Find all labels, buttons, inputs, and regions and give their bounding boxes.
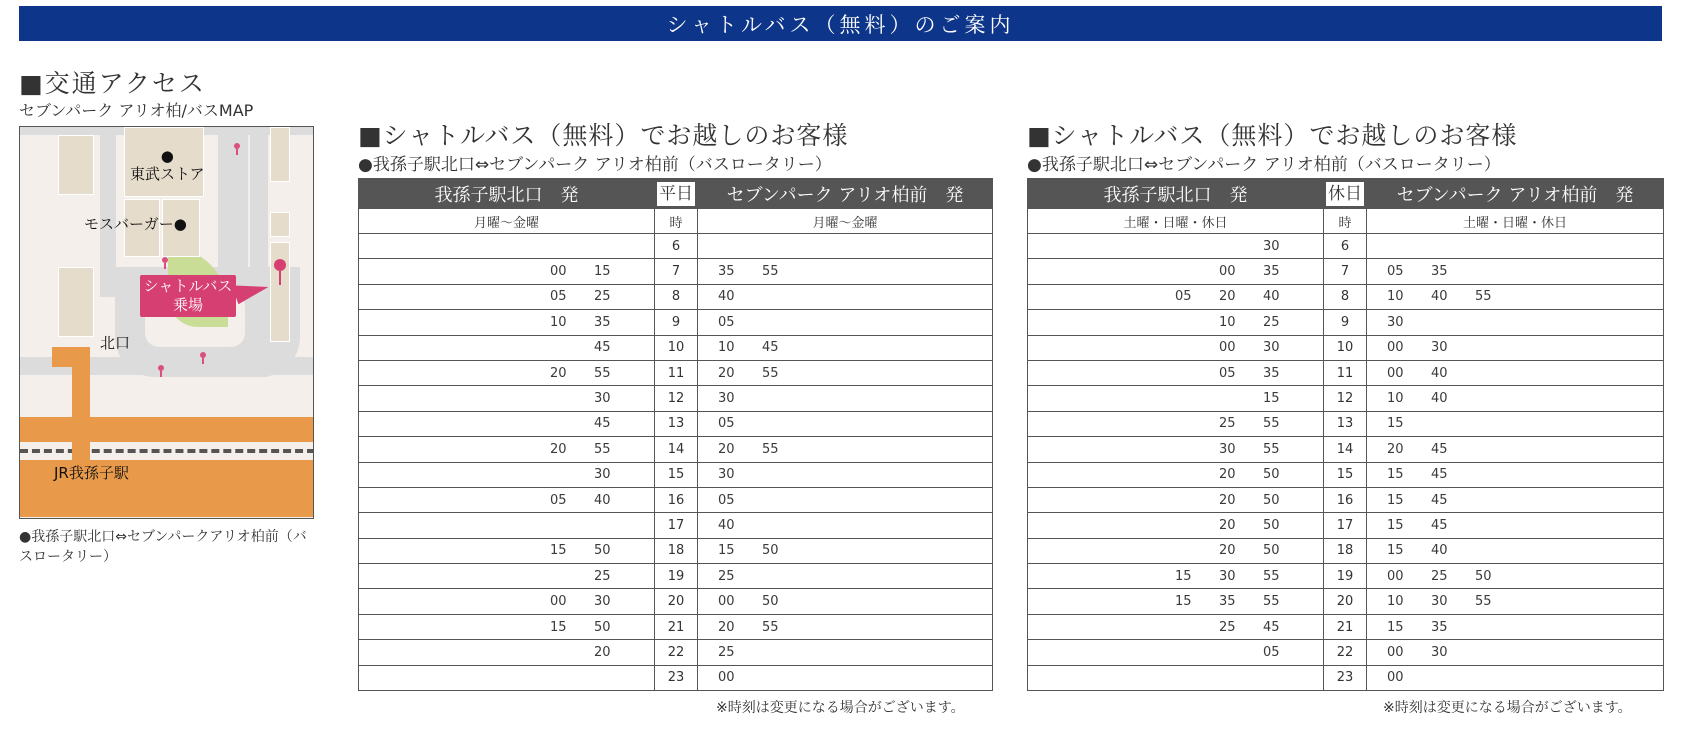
minute-value: 50 bbox=[762, 543, 779, 559]
hour-cell: 14 bbox=[655, 437, 698, 462]
minute-value: 30 bbox=[1219, 568, 1236, 584]
hour-cell: 11 bbox=[1324, 360, 1367, 385]
departure-minutes-from-ario bbox=[698, 614, 993, 639]
departure-minutes-from-ario bbox=[1367, 284, 1664, 309]
minute-value: 40 bbox=[1431, 289, 1448, 305]
timetable-row bbox=[359, 564, 993, 589]
minute-value: 55 bbox=[762, 365, 779, 381]
departure-minutes-from-station bbox=[1028, 487, 1324, 512]
minute-value: 35 bbox=[594, 314, 611, 330]
hour-cell: 8 bbox=[655, 284, 698, 309]
hour-cell: 18 bbox=[655, 538, 698, 563]
departure-minutes-from-ario bbox=[698, 564, 993, 589]
minute-value: 20 bbox=[1387, 441, 1404, 457]
departure-minutes-from-station bbox=[359, 640, 655, 665]
holiday-left-subheader: 土曜・日曜・休日 bbox=[1028, 209, 1324, 234]
hour-cell: 10 bbox=[655, 335, 698, 360]
minute-value: 50 bbox=[594, 543, 611, 559]
departure-minutes-from-station bbox=[1028, 614, 1324, 639]
minute-value: 20 bbox=[718, 441, 735, 457]
minute-value: 15 bbox=[1387, 619, 1404, 635]
minute-value: 30 bbox=[594, 391, 611, 407]
departure-minutes-from-station bbox=[1028, 310, 1324, 335]
map-label-jr-station: JR我孫子駅 bbox=[54, 464, 129, 482]
minute-value: 55 bbox=[762, 441, 779, 457]
departure-minutes-from-ario bbox=[698, 437, 993, 462]
departure-minutes-from-ario bbox=[698, 360, 993, 385]
holiday-right-subheader: 土曜・日曜・休日 bbox=[1367, 209, 1664, 234]
minute-value: 30 bbox=[1263, 238, 1280, 254]
hour-cell: 7 bbox=[655, 259, 698, 284]
minute-value: 55 bbox=[594, 441, 611, 457]
minute-value: 00 bbox=[1387, 644, 1404, 660]
departure-minutes-from-ario bbox=[698, 589, 993, 614]
minute-value: 15 bbox=[550, 619, 567, 635]
departure-minutes-from-station bbox=[359, 335, 655, 360]
hour-cell: 21 bbox=[655, 614, 698, 639]
minute-value: 05 bbox=[718, 492, 735, 508]
minute-value: 10 bbox=[550, 314, 567, 330]
minute-value: 35 bbox=[1431, 619, 1448, 635]
departure-minutes-from-ario bbox=[1367, 665, 1664, 690]
minute-value: 20 bbox=[1219, 289, 1236, 305]
minute-value: 45 bbox=[762, 340, 779, 356]
minute-value: 15 bbox=[1175, 568, 1192, 584]
minute-value: 10 bbox=[1387, 391, 1404, 407]
departure-minutes-from-ario bbox=[1367, 462, 1664, 487]
hour-cell: 6 bbox=[655, 234, 698, 259]
minute-value: 40 bbox=[1431, 543, 1448, 559]
minute-value: 55 bbox=[1263, 416, 1280, 432]
departure-minutes-from-station bbox=[1028, 513, 1324, 538]
weekday-right-subheader: 月曜～金曜 bbox=[698, 209, 993, 234]
departure-minutes-from-station bbox=[359, 411, 655, 436]
departure-minutes-from-ario bbox=[698, 411, 993, 436]
departure-minutes-from-ario bbox=[1367, 259, 1664, 284]
timetable-row bbox=[1028, 284, 1664, 309]
departure-minutes-from-station bbox=[359, 564, 655, 589]
departure-minutes-from-station bbox=[359, 487, 655, 512]
minute-value: 45 bbox=[1263, 619, 1280, 635]
weekday-day-label: 平日 bbox=[655, 179, 698, 209]
holiday-note: ※時刻は変更になる場合がございます。 bbox=[1383, 700, 1632, 716]
minute-value: 05 bbox=[550, 492, 567, 508]
minute-value: 55 bbox=[762, 619, 779, 635]
holiday-section-title: ■シャトルバス（無料）でお越しのお客様 bbox=[1027, 121, 1518, 150]
departure-minutes-from-ario bbox=[698, 259, 993, 284]
minute-value: 55 bbox=[1263, 594, 1280, 610]
departure-minutes-from-ario bbox=[1367, 411, 1664, 436]
departure-minutes-from-station bbox=[359, 437, 655, 462]
minute-value: 05 bbox=[1219, 365, 1236, 381]
minute-value: 45 bbox=[1431, 441, 1448, 457]
hour-cell: 15 bbox=[655, 462, 698, 487]
minute-value: 15 bbox=[1387, 492, 1404, 508]
minute-value: 00 bbox=[1387, 340, 1404, 356]
minute-value: 30 bbox=[1387, 314, 1404, 330]
minute-value: 35 bbox=[1431, 264, 1448, 280]
minute-value: 00 bbox=[550, 264, 567, 280]
map-label-mos-burger: モスバーガー● bbox=[84, 215, 187, 233]
minute-value: 25 bbox=[1263, 314, 1280, 330]
minute-value: 25 bbox=[594, 289, 611, 305]
hour-cell: 19 bbox=[655, 564, 698, 589]
weekday-section-subtitle: ●我孫子駅北口⇔セブンパーク アリオ柏前（バスロータリー） bbox=[358, 155, 832, 175]
hour-cell: 20 bbox=[1324, 589, 1367, 614]
holiday-hour-subheader: 時 bbox=[1324, 209, 1367, 234]
shuttle-stop-label: シャトルバス 乗場 bbox=[140, 275, 236, 317]
minute-value: 15 bbox=[1387, 416, 1404, 432]
weekday-note: ※時刻は変更になる場合がございます。 bbox=[716, 700, 965, 716]
weekday-right-header: セブンパーク アリオ柏前 発 bbox=[698, 179, 993, 209]
bus-map bbox=[19, 126, 314, 519]
minute-value: 35 bbox=[1219, 594, 1236, 610]
departure-minutes-from-ario bbox=[1367, 234, 1664, 259]
timetable-row bbox=[1028, 386, 1664, 411]
minute-value: 30 bbox=[1263, 340, 1280, 356]
minute-value: 45 bbox=[594, 340, 611, 356]
minute-value: 35 bbox=[1263, 365, 1280, 381]
minute-value: 10 bbox=[1387, 594, 1404, 610]
map-title: セブンパーク アリオ柏/バスMAP bbox=[19, 101, 254, 120]
minute-value: 55 bbox=[1475, 594, 1492, 610]
departure-minutes-from-ario bbox=[698, 335, 993, 360]
minute-value: 55 bbox=[1263, 441, 1280, 457]
minute-value: 55 bbox=[594, 365, 611, 381]
hour-cell: 18 bbox=[1324, 538, 1367, 563]
departure-minutes-from-station bbox=[1028, 437, 1324, 462]
minute-value: 30 bbox=[594, 467, 611, 483]
minute-value: 05 bbox=[1387, 264, 1404, 280]
minute-value: 55 bbox=[762, 264, 779, 280]
departure-minutes-from-station bbox=[1028, 234, 1324, 259]
minute-value: 20 bbox=[594, 644, 611, 660]
departure-minutes-from-ario bbox=[698, 234, 993, 259]
hour-cell: 11 bbox=[655, 360, 698, 385]
minute-value: 50 bbox=[1475, 568, 1492, 584]
hour-cell: 13 bbox=[655, 411, 698, 436]
timetable-row bbox=[1028, 437, 1664, 462]
departure-minutes-from-station bbox=[1028, 335, 1324, 360]
holiday-section-subtitle: ●我孫子駅北口⇔セブンパーク アリオ柏前（バスロータリー） bbox=[1027, 155, 1501, 175]
page-banner: シャトルバス（無料）のご案内 bbox=[19, 6, 1662, 41]
minute-value: 25 bbox=[594, 568, 611, 584]
minute-value: 35 bbox=[718, 264, 735, 280]
hour-cell: 17 bbox=[655, 513, 698, 538]
map-label-tobu-store: ● 東武ストア bbox=[130, 147, 205, 183]
minute-value: 05 bbox=[718, 314, 735, 330]
departure-minutes-from-ario bbox=[698, 640, 993, 665]
minute-value: 50 bbox=[1263, 467, 1280, 483]
minute-value: 15 bbox=[550, 543, 567, 559]
departure-minutes-from-ario bbox=[698, 386, 993, 411]
minute-value: 35 bbox=[1263, 264, 1280, 280]
minute-value: 15 bbox=[1387, 543, 1404, 559]
map-label-kitaguchi: 北口 bbox=[100, 334, 131, 352]
hour-cell: 15 bbox=[1324, 462, 1367, 487]
departure-minutes-from-station bbox=[1028, 538, 1324, 563]
departure-minutes-from-station bbox=[359, 513, 655, 538]
weekday-left-subheader: 月曜～金曜 bbox=[359, 209, 655, 234]
minute-value: 45 bbox=[594, 416, 611, 432]
timetable-row bbox=[359, 437, 993, 462]
minute-value: 40 bbox=[1431, 391, 1448, 407]
weekday-left-header: 我孫子駅北口 発 bbox=[359, 179, 655, 209]
holiday-day-label: 休日 bbox=[1324, 179, 1367, 209]
minute-value: 20 bbox=[550, 441, 567, 457]
departure-minutes-from-station bbox=[1028, 259, 1324, 284]
weekday-section-title: ■シャトルバス（無料）でお越しのお客様 bbox=[358, 121, 849, 150]
timetable-row bbox=[1028, 564, 1664, 589]
minute-value: 40 bbox=[1431, 365, 1448, 381]
hour-cell: 16 bbox=[1324, 487, 1367, 512]
minute-value: 30 bbox=[718, 467, 735, 483]
timetable-row bbox=[359, 487, 993, 512]
timetable-row bbox=[359, 360, 993, 385]
timetable-row bbox=[1028, 360, 1664, 385]
minute-value: 20 bbox=[1219, 467, 1236, 483]
departure-minutes-from-station bbox=[1028, 564, 1324, 589]
minute-value: 55 bbox=[1263, 568, 1280, 584]
minute-value: 10 bbox=[1387, 289, 1404, 305]
timetable-row bbox=[1028, 614, 1664, 639]
departure-minutes-from-ario bbox=[698, 538, 993, 563]
minute-value: 00 bbox=[1219, 264, 1236, 280]
hour-cell: 12 bbox=[655, 386, 698, 411]
map-caption: ●我孫子駅北口⇔セブンパークアリオ柏前（バスロータリー） bbox=[19, 529, 307, 565]
timetable-row bbox=[1028, 411, 1664, 436]
minute-value: 30 bbox=[1431, 340, 1448, 356]
timetable-row bbox=[359, 411, 993, 436]
timetable-row bbox=[359, 234, 993, 259]
departure-minutes-from-station bbox=[359, 259, 655, 284]
minute-value: 25 bbox=[718, 568, 735, 584]
minute-value: 40 bbox=[1263, 289, 1280, 305]
departure-minutes-from-station bbox=[359, 284, 655, 309]
departure-minutes-from-ario bbox=[1367, 640, 1664, 665]
minute-value: 25 bbox=[1431, 568, 1448, 584]
timetable-row bbox=[359, 614, 993, 639]
minute-value: 15 bbox=[1387, 517, 1404, 533]
departure-minutes-from-station bbox=[359, 310, 655, 335]
minute-value: 30 bbox=[1431, 644, 1448, 660]
departure-minutes-from-ario bbox=[1367, 589, 1664, 614]
minute-value: 20 bbox=[718, 365, 735, 381]
minute-value: 15 bbox=[1175, 594, 1192, 610]
hour-cell: 10 bbox=[1324, 335, 1367, 360]
minute-value: 00 bbox=[718, 594, 735, 610]
departure-minutes-from-station bbox=[359, 589, 655, 614]
minute-value: 40 bbox=[718, 289, 735, 305]
hour-cell: 17 bbox=[1324, 513, 1367, 538]
timetable-row bbox=[359, 386, 993, 411]
departure-minutes-from-ario bbox=[698, 665, 993, 690]
minute-value: 25 bbox=[718, 644, 735, 660]
departure-minutes-from-ario bbox=[698, 284, 993, 309]
hour-cell: 22 bbox=[655, 640, 698, 665]
timetable-row bbox=[1028, 234, 1664, 259]
timetable-row bbox=[1028, 513, 1664, 538]
minute-value: 15 bbox=[594, 264, 611, 280]
minute-value: 00 bbox=[550, 594, 567, 610]
departure-minutes-from-ario bbox=[1367, 538, 1664, 563]
weekday-timetable bbox=[358, 178, 993, 691]
minute-value: 20 bbox=[718, 619, 735, 635]
hour-cell: 22 bbox=[1324, 640, 1367, 665]
minute-value: 45 bbox=[1431, 517, 1448, 533]
hour-cell: 8 bbox=[1324, 284, 1367, 309]
minute-value: 00 bbox=[1387, 365, 1404, 381]
timetable-row bbox=[1028, 487, 1664, 512]
minute-value: 30 bbox=[718, 391, 735, 407]
weekday-hour-subheader: 時 bbox=[655, 209, 698, 234]
minute-value: 50 bbox=[1263, 517, 1280, 533]
minute-value: 50 bbox=[1263, 543, 1280, 559]
minute-value: 00 bbox=[1387, 670, 1404, 686]
holiday-timetable bbox=[1027, 178, 1664, 691]
minute-value: 05 bbox=[550, 289, 567, 305]
departure-minutes-from-station bbox=[1028, 386, 1324, 411]
holiday-left-header: 我孫子駅北口 発 bbox=[1028, 179, 1324, 209]
minute-value: 45 bbox=[1431, 492, 1448, 508]
minute-value: 00 bbox=[1387, 568, 1404, 584]
departure-minutes-from-ario bbox=[698, 513, 993, 538]
departure-minutes-from-ario bbox=[1367, 487, 1664, 512]
timetable-row bbox=[359, 665, 993, 690]
departure-minutes-from-station bbox=[1028, 462, 1324, 487]
hour-cell: 20 bbox=[655, 589, 698, 614]
timetable-row bbox=[359, 538, 993, 563]
timetable-row bbox=[1028, 259, 1664, 284]
minute-value: 15 bbox=[1387, 467, 1404, 483]
timetable-row bbox=[359, 513, 993, 538]
minute-value: 00 bbox=[1219, 340, 1236, 356]
minute-value: 45 bbox=[1431, 467, 1448, 483]
minute-value: 30 bbox=[1219, 441, 1236, 457]
minute-value: 10 bbox=[1219, 314, 1236, 330]
departure-minutes-from-ario bbox=[698, 310, 993, 335]
departure-minutes-from-ario bbox=[1367, 614, 1664, 639]
departure-minutes-from-ario bbox=[1367, 564, 1664, 589]
timetable-row bbox=[359, 589, 993, 614]
departure-minutes-from-station bbox=[359, 665, 655, 690]
timetable-row bbox=[1028, 335, 1664, 360]
hour-cell: 7 bbox=[1324, 259, 1367, 284]
departure-minutes-from-ario bbox=[1367, 513, 1664, 538]
departure-minutes-from-station bbox=[359, 386, 655, 411]
timetable-row bbox=[1028, 310, 1664, 335]
departure-minutes-from-station bbox=[1028, 589, 1324, 614]
departure-minutes-from-station bbox=[359, 462, 655, 487]
departure-minutes-from-station bbox=[1028, 360, 1324, 385]
minute-value: 10 bbox=[718, 340, 735, 356]
minute-value: 05 bbox=[718, 416, 735, 432]
departure-minutes-from-ario bbox=[698, 487, 993, 512]
minute-value: 55 bbox=[1475, 289, 1492, 305]
minute-value: 50 bbox=[1263, 492, 1280, 508]
hour-cell: 12 bbox=[1324, 386, 1367, 411]
hour-cell: 16 bbox=[655, 487, 698, 512]
minute-value: 25 bbox=[1219, 619, 1236, 635]
timetable-row bbox=[1028, 589, 1664, 614]
minute-value: 30 bbox=[1431, 594, 1448, 610]
hour-cell: 9 bbox=[655, 310, 698, 335]
timetable-row bbox=[1028, 640, 1664, 665]
minute-value: 40 bbox=[718, 517, 735, 533]
hour-cell: 6 bbox=[1324, 234, 1367, 259]
departure-minutes-from-ario bbox=[1367, 386, 1664, 411]
timetable-row bbox=[359, 310, 993, 335]
hour-cell: 9 bbox=[1324, 310, 1367, 335]
timetable-row bbox=[1028, 538, 1664, 563]
timetable-row bbox=[1028, 665, 1664, 690]
departure-minutes-from-station bbox=[359, 234, 655, 259]
departure-minutes-from-station bbox=[1028, 665, 1324, 690]
minute-value: 20 bbox=[1219, 492, 1236, 508]
minute-value: 20 bbox=[1219, 517, 1236, 533]
hour-cell: 21 bbox=[1324, 614, 1367, 639]
minute-value: 25 bbox=[1219, 416, 1236, 432]
minute-value: 50 bbox=[594, 619, 611, 635]
departure-minutes-from-ario bbox=[1367, 360, 1664, 385]
hour-cell: 14 bbox=[1324, 437, 1367, 462]
minute-value: 40 bbox=[594, 492, 611, 508]
minute-value: 00 bbox=[718, 670, 735, 686]
timetable-row bbox=[359, 640, 993, 665]
departure-minutes-from-station bbox=[1028, 411, 1324, 436]
minute-value: 15 bbox=[718, 543, 735, 559]
minute-value: 50 bbox=[762, 594, 779, 610]
hour-cell: 13 bbox=[1324, 411, 1367, 436]
minute-value: 20 bbox=[1219, 543, 1236, 559]
departure-minutes-from-ario bbox=[1367, 335, 1664, 360]
holiday-right-header: セブンパーク アリオ柏前 発 bbox=[1367, 179, 1664, 209]
departure-minutes-from-station bbox=[1028, 640, 1324, 665]
timetable-row bbox=[359, 335, 993, 360]
timetable-row bbox=[1028, 462, 1664, 487]
departure-minutes-from-ario bbox=[1367, 310, 1664, 335]
hour-cell: 19 bbox=[1324, 564, 1367, 589]
departure-minutes-from-ario bbox=[698, 462, 993, 487]
timetable-row bbox=[359, 259, 993, 284]
minute-value: 20 bbox=[550, 365, 567, 381]
departure-minutes-from-ario bbox=[1367, 437, 1664, 462]
hour-cell: 23 bbox=[655, 665, 698, 690]
minute-value: 30 bbox=[594, 594, 611, 610]
departure-minutes-from-station bbox=[359, 614, 655, 639]
timetable-row bbox=[359, 284, 993, 309]
departure-minutes-from-station bbox=[359, 360, 655, 385]
minute-value: 15 bbox=[1263, 391, 1280, 407]
access-title: ■交通アクセス bbox=[19, 69, 206, 98]
hour-cell: 23 bbox=[1324, 665, 1367, 690]
minute-value: 05 bbox=[1263, 644, 1280, 660]
timetable-row bbox=[359, 462, 993, 487]
departure-minutes-from-station bbox=[359, 538, 655, 563]
departure-minutes-from-station bbox=[1028, 284, 1324, 309]
minute-value: 05 bbox=[1175, 289, 1192, 305]
